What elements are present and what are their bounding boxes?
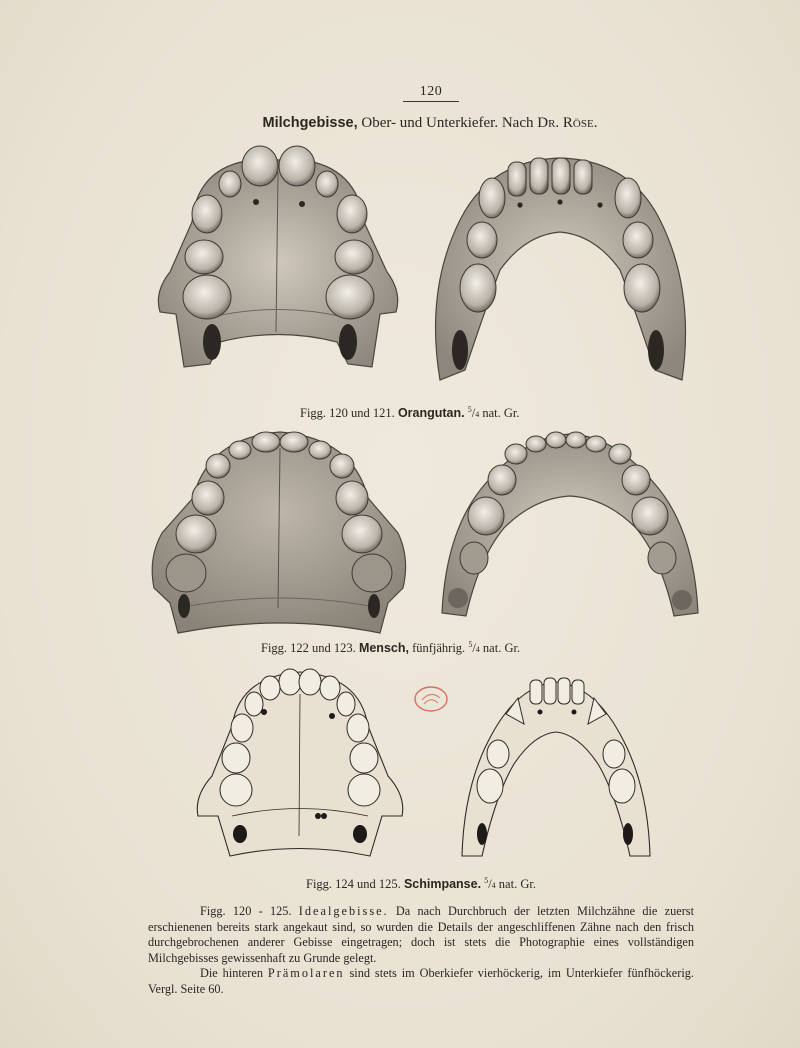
figure-human-upper-jaw xyxy=(148,428,410,638)
body-paragraph-1: Figg. 120 - 125. Idealgebisse. Da nach Durchbruch der letzten Milchzähne die zuerst erschienenen bereits stark angekaut sind, so wurden die Details der angeschliffenen Zähne nach den frisch durchgebrochenen anderer Gebisse eingetragen; doch ist stets die Photographie eines vollständigen Milchgebisses gewissenhaft zu Grunde gelegt. xyxy=(148,904,694,965)
header-author-suffix: . xyxy=(593,115,598,131)
figure-chimpanzee-upper-jaw xyxy=(192,666,410,866)
body-paragraph-2: Die hinteren Prämolaren sind stets im Oberkiefer vierhöckerig, im Unterkiefer fünfhöckerig. Vergl. Seite 60. xyxy=(148,966,694,996)
header-text: Ober- und Unterkiefer. Nach xyxy=(357,115,538,131)
library-stamp xyxy=(412,684,450,714)
caption-human: Figg. 122 und 123. Mensch, fünfjährig. $^5$/4 nat. Gr. xyxy=(261,640,521,656)
page-header xyxy=(150,115,710,132)
header-author: Röse xyxy=(562,115,594,131)
figure-orangutan-upper-jaw xyxy=(152,142,404,382)
caption-figs: Figg. 120 und 121. xyxy=(300,406,395,421)
caption-chimpanzee: Figg. 124 und 125. Schimpanse. $^5$/4 nat. Gr. xyxy=(306,876,536,892)
caption-orangutan: Figg. 120 und 121. Orangutan. $^5$/4 nat. Gr. xyxy=(300,405,520,421)
header-author-prefix: Dr. xyxy=(537,115,563,131)
caption-species: Orangutan. xyxy=(397,406,465,421)
caption-species: Schimpanse. xyxy=(403,877,482,892)
figure-chimpanzee-lower-jaw xyxy=(458,674,654,864)
header-title: Milchgebisse, xyxy=(262,115,358,131)
body-text xyxy=(148,904,694,998)
caption-figs: Figg. 124 und 125. xyxy=(306,877,401,892)
page-number-rule xyxy=(403,101,459,102)
figure-orangutan-lower-jaw xyxy=(420,150,700,390)
caption-species: Mensch, xyxy=(358,641,409,656)
caption-figs: Figg. 122 und 123. xyxy=(261,641,356,656)
page-number: 120 xyxy=(419,84,443,99)
figure-human-lower-jaw xyxy=(436,428,704,628)
